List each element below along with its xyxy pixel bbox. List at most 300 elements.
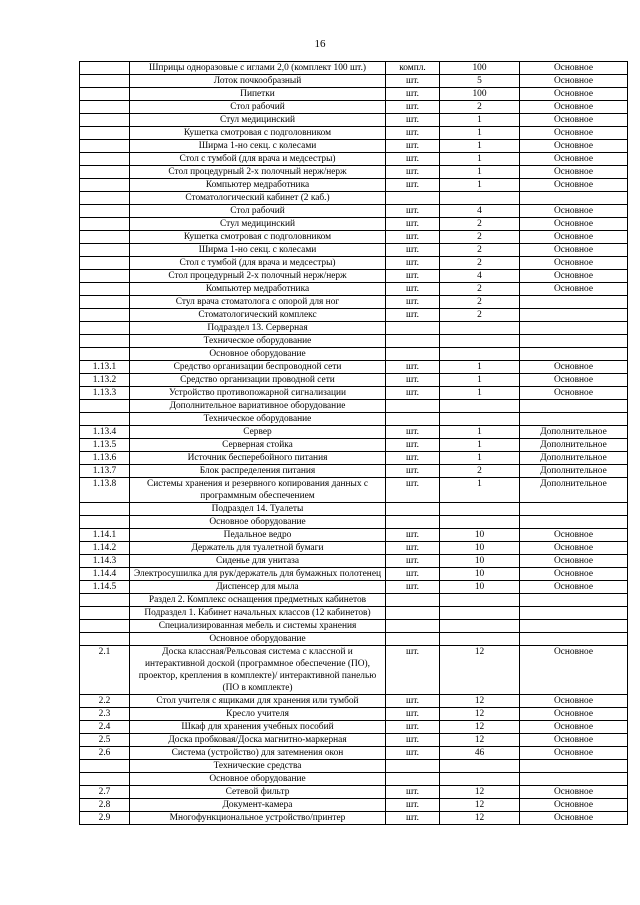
- item-name-cell: Педальное ведро: [130, 529, 386, 542]
- table-row: [80, 708, 628, 721]
- quantity-cell: 10: [440, 542, 520, 555]
- unit-cell: шт.: [386, 478, 440, 503]
- item-name-cell: Многофункциональное устройство/принтер: [130, 812, 386, 825]
- item-name-cell: Техническое оборудование: [130, 413, 386, 426]
- item-name-cell: Специализированная мебель и системы хранения: [130, 620, 386, 633]
- item-name-cell: Кушетка смотровая с подголовником: [130, 231, 386, 244]
- equipment-type-cell: Основное: [520, 542, 628, 555]
- table-row: [80, 88, 628, 101]
- unit-cell: шт.: [386, 361, 440, 374]
- row-number-cell: 1.13.7: [80, 465, 130, 478]
- row-number-cell: [80, 309, 130, 322]
- row-number-cell: 1.13.2: [80, 374, 130, 387]
- quantity-cell: 12: [440, 708, 520, 721]
- row-number-cell: [80, 257, 130, 270]
- table-row: [80, 542, 628, 555]
- unit-cell: [386, 335, 440, 348]
- unit-cell: шт.: [386, 231, 440, 244]
- row-number-cell: 1.13.3: [80, 387, 130, 400]
- unit-cell: шт.: [386, 140, 440, 153]
- unit-cell: [386, 503, 440, 516]
- item-name-cell: Стол учителя с ящиками для хранения или тумбой: [130, 695, 386, 708]
- quantity-cell: 10: [440, 581, 520, 594]
- row-number-cell: 2.8: [80, 799, 130, 812]
- item-name-cell: Источник бесперебойного питания: [130, 452, 386, 465]
- row-number-cell: [80, 400, 130, 413]
- row-number-cell: [80, 633, 130, 646]
- equipment-type-cell: Основное: [520, 75, 628, 88]
- row-number-cell: [80, 192, 130, 205]
- table-row: [80, 799, 628, 812]
- item-name-cell: Блок распределения питания: [130, 465, 386, 478]
- row-number-cell: [80, 218, 130, 231]
- unit-cell: [386, 192, 440, 205]
- quantity-cell: 5: [440, 75, 520, 88]
- equipment-type-cell: [520, 594, 628, 607]
- equipment-type-cell: Основное: [520, 270, 628, 283]
- table-row: [80, 760, 628, 773]
- quantity-cell: [440, 503, 520, 516]
- equipment-type-cell: [520, 620, 628, 633]
- item-name-cell: Кресло учителя: [130, 708, 386, 721]
- quantity-cell: 10: [440, 555, 520, 568]
- quantity-cell: 12: [440, 646, 520, 695]
- table-row: [80, 594, 628, 607]
- table-row: [80, 244, 628, 257]
- unit-cell: шт.: [386, 179, 440, 192]
- row-number-cell: [80, 88, 130, 101]
- row-number-cell: [80, 244, 130, 257]
- quantity-cell: [440, 335, 520, 348]
- item-name-cell: Системы хранения и резервного копирования данных с программным обеспечением: [130, 478, 386, 503]
- item-name-cell: Сервер: [130, 426, 386, 439]
- row-number-cell: 2.4: [80, 721, 130, 734]
- row-number-cell: [80, 413, 130, 426]
- page-number: 16: [314, 38, 326, 50]
- quantity-cell: [440, 594, 520, 607]
- equipment-type-cell: Основное: [520, 231, 628, 244]
- quantity-cell: 1: [440, 179, 520, 192]
- item-name-cell: Ширма 1-но секц. с колесами: [130, 140, 386, 153]
- table-row: [80, 413, 628, 426]
- table-row: [80, 633, 628, 646]
- equipment-type-cell: Основное: [520, 799, 628, 812]
- table-row: [80, 695, 628, 708]
- quantity-cell: 100: [440, 62, 520, 75]
- equipment-type-cell: Основное: [520, 101, 628, 114]
- table-row: [80, 439, 628, 452]
- table-row: [80, 529, 628, 542]
- table-row: [80, 62, 628, 75]
- item-name-cell: Стоматологический комплекс: [130, 309, 386, 322]
- quantity-cell: 12: [440, 695, 520, 708]
- equipment-type-cell: Основное: [520, 140, 628, 153]
- item-name-cell: Стол с тумбой (для врача и медсестры): [130, 257, 386, 270]
- item-name-cell: Электросушилка для рук/держатель для бумажных полотенец: [130, 568, 386, 581]
- unit-cell: шт.: [386, 127, 440, 140]
- quantity-cell: 2: [440, 244, 520, 257]
- table-row: [80, 607, 628, 620]
- item-name-cell: Серверная стойка: [130, 439, 386, 452]
- equipment-type-cell: Основное: [520, 695, 628, 708]
- equipment-type-cell: Основное: [520, 283, 628, 296]
- quantity-cell: [440, 620, 520, 633]
- equipment-type-cell: [520, 760, 628, 773]
- item-name-cell: Устройство противопожарной сигнализации: [130, 387, 386, 400]
- quantity-cell: 12: [440, 721, 520, 734]
- equipment-type-cell: [520, 413, 628, 426]
- equipment-type-cell: [520, 192, 628, 205]
- quantity-cell: 10: [440, 568, 520, 581]
- item-name-cell: Ширма 1-но секц. с колесами: [130, 244, 386, 257]
- table-row: [80, 179, 628, 192]
- table-row: [80, 426, 628, 439]
- quantity-cell: 1: [440, 374, 520, 387]
- table-row: [80, 257, 628, 270]
- equipment-type-cell: Основное: [520, 179, 628, 192]
- unit-cell: шт.: [386, 695, 440, 708]
- equipment-type-cell: Основное: [520, 62, 628, 75]
- unit-cell: шт.: [386, 270, 440, 283]
- equipment-type-cell: Основное: [520, 374, 628, 387]
- table-row: [80, 478, 628, 503]
- unit-cell: шт.: [386, 452, 440, 465]
- unit-cell: шт.: [386, 465, 440, 478]
- equipment-type-cell: Дополнительное: [520, 426, 628, 439]
- quantity-cell: [440, 348, 520, 361]
- unit-cell: шт.: [386, 374, 440, 387]
- table-row: [80, 465, 628, 478]
- equipment-type-cell: Основное: [520, 153, 628, 166]
- item-name-cell: Подраздел 14. Туалеты: [130, 503, 386, 516]
- row-number-cell: 1.13.4: [80, 426, 130, 439]
- unit-cell: шт.: [386, 426, 440, 439]
- row-number-cell: [80, 101, 130, 114]
- quantity-cell: 1: [440, 439, 520, 452]
- table-row: [80, 166, 628, 179]
- row-number-cell: 1.13.1: [80, 361, 130, 374]
- row-number-cell: [80, 62, 130, 75]
- row-number-cell: [80, 140, 130, 153]
- row-number-cell: [80, 760, 130, 773]
- equipment-type-cell: [520, 633, 628, 646]
- quantity-cell: [440, 516, 520, 529]
- unit-cell: шт.: [386, 75, 440, 88]
- table-row: [80, 568, 628, 581]
- item-name-cell: Компьютер медработника: [130, 283, 386, 296]
- equipment-type-cell: [520, 503, 628, 516]
- item-name-cell: Держатель для туалетной бумаги: [130, 542, 386, 555]
- table-row: [80, 555, 628, 568]
- equipment-type-cell: Основное: [520, 205, 628, 218]
- table-row: [80, 581, 628, 594]
- row-number-cell: 1.13.8: [80, 478, 130, 503]
- unit-cell: шт.: [386, 257, 440, 270]
- quantity-cell: 1: [440, 426, 520, 439]
- unit-cell: шт.: [386, 747, 440, 760]
- quantity-cell: [440, 607, 520, 620]
- quantity-cell: 2: [440, 231, 520, 244]
- table-row: [80, 322, 628, 335]
- unit-cell: шт.: [386, 568, 440, 581]
- item-name-cell: Доска пробковая/Доска магнитно-маркерная: [130, 734, 386, 747]
- table-row: [80, 218, 628, 231]
- item-name-cell: Стол рабочий: [130, 205, 386, 218]
- table-row: [80, 75, 628, 88]
- quantity-cell: 1: [440, 153, 520, 166]
- table-row: [80, 231, 628, 244]
- unit-cell: компл.: [386, 62, 440, 75]
- equipment-type-cell: Основное: [520, 244, 628, 257]
- table-row: [80, 127, 628, 140]
- quantity-cell: 12: [440, 786, 520, 799]
- row-number-cell: 1.13.5: [80, 439, 130, 452]
- item-name-cell: Доска классная/Рельсовая система с классной и интерактивной доской (программное обеспечение (ПО), проектор, крепления в комплекте)/ интерактивной панелью (ПО в комплекте): [130, 646, 386, 695]
- unit-cell: [386, 348, 440, 361]
- quantity-cell: 1: [440, 127, 520, 140]
- unit-cell: шт.: [386, 812, 440, 825]
- row-number-cell: 2.2: [80, 695, 130, 708]
- table-row: [80, 114, 628, 127]
- quantity-cell: 4: [440, 270, 520, 283]
- equipment-type-cell: [520, 400, 628, 413]
- unit-cell: шт.: [386, 721, 440, 734]
- unit-cell: [386, 322, 440, 335]
- unit-cell: шт.: [386, 309, 440, 322]
- row-number-cell: [80, 503, 130, 516]
- row-number-cell: [80, 270, 130, 283]
- item-name-cell: Документ-камера: [130, 799, 386, 812]
- unit-cell: [386, 413, 440, 426]
- row-number-cell: 1.14.1: [80, 529, 130, 542]
- unit-cell: шт.: [386, 387, 440, 400]
- quantity-cell: 2: [440, 101, 520, 114]
- table-row: [80, 296, 628, 309]
- quantity-cell: 2: [440, 309, 520, 322]
- quantity-cell: 1: [440, 361, 520, 374]
- quantity-cell: 1: [440, 166, 520, 179]
- item-name-cell: Шприцы одноразовые с иглами 2,0 (комплект 100 шт.): [130, 62, 386, 75]
- row-number-cell: [80, 620, 130, 633]
- table-row: [80, 335, 628, 348]
- unit-cell: шт.: [386, 708, 440, 721]
- quantity-cell: 100: [440, 88, 520, 101]
- unit-cell: [386, 516, 440, 529]
- equipment-type-cell: [520, 309, 628, 322]
- quantity-cell: 1: [440, 114, 520, 127]
- unit-cell: шт.: [386, 283, 440, 296]
- equipment-type-cell: [520, 335, 628, 348]
- row-number-cell: 2.1: [80, 646, 130, 695]
- table-row: [80, 734, 628, 747]
- table-row: [80, 620, 628, 633]
- unit-cell: шт.: [386, 439, 440, 452]
- unit-cell: шт.: [386, 734, 440, 747]
- equipment-type-cell: [520, 296, 628, 309]
- equipment-type-cell: [520, 348, 628, 361]
- item-name-cell: Основное оборудование: [130, 516, 386, 529]
- row-number-cell: [80, 205, 130, 218]
- row-number-cell: [80, 296, 130, 309]
- equipment-type-cell: Основное: [520, 127, 628, 140]
- quantity-cell: [440, 192, 520, 205]
- equipment-type-cell: Основное: [520, 581, 628, 594]
- item-name-cell: Диспенсер для мыла: [130, 581, 386, 594]
- equipment-type-cell: Основное: [520, 166, 628, 179]
- row-number-cell: [80, 153, 130, 166]
- item-name-cell: Подраздел 1. Кабинет начальных классов (12 кабинетов): [130, 607, 386, 620]
- equipment-type-cell: [520, 516, 628, 529]
- row-number-cell: 2.9: [80, 812, 130, 825]
- quantity-cell: 10: [440, 529, 520, 542]
- table-row: [80, 747, 628, 760]
- unit-cell: шт.: [386, 529, 440, 542]
- table-row: [80, 361, 628, 374]
- item-name-cell: Стул медицинский: [130, 218, 386, 231]
- equipment-type-cell: Основное: [520, 786, 628, 799]
- quantity-cell: 1: [440, 140, 520, 153]
- unit-cell: шт.: [386, 296, 440, 309]
- equipment-type-cell: Основное: [520, 555, 628, 568]
- unit-cell: шт.: [386, 646, 440, 695]
- unit-cell: [386, 400, 440, 413]
- item-name-cell: Стол с тумбой (для врача и медсестры): [130, 153, 386, 166]
- table-row: [80, 452, 628, 465]
- item-name-cell: Основное оборудование: [130, 348, 386, 361]
- quantity-cell: 4: [440, 205, 520, 218]
- table-row: [80, 348, 628, 361]
- quantity-cell: 2: [440, 296, 520, 309]
- row-number-cell: 1.14.5: [80, 581, 130, 594]
- unit-cell: шт.: [386, 542, 440, 555]
- unit-cell: шт.: [386, 799, 440, 812]
- item-name-cell: Средство организации беспроводной сети: [130, 361, 386, 374]
- item-name-cell: Подраздел 13. Серверная: [130, 322, 386, 335]
- row-number-cell: 2.6: [80, 747, 130, 760]
- row-number-cell: [80, 322, 130, 335]
- table-row: [80, 400, 628, 413]
- equipment-type-cell: Дополнительное: [520, 465, 628, 478]
- item-name-cell: Техническое оборудование: [130, 335, 386, 348]
- table-row: [80, 812, 628, 825]
- equipment-type-cell: Основное: [520, 257, 628, 270]
- quantity-cell: [440, 760, 520, 773]
- equipment-type-cell: [520, 322, 628, 335]
- item-name-cell: Сетевой фильтр: [130, 786, 386, 799]
- unit-cell: шт.: [386, 581, 440, 594]
- row-number-cell: [80, 516, 130, 529]
- table-row: [80, 646, 628, 695]
- row-number-cell: 1.14.4: [80, 568, 130, 581]
- item-name-cell: Технические средства: [130, 760, 386, 773]
- row-number-cell: 1.14.2: [80, 542, 130, 555]
- row-number-cell: [80, 127, 130, 140]
- row-number-cell: [80, 607, 130, 620]
- row-number-cell: [80, 773, 130, 786]
- row-number-cell: [80, 283, 130, 296]
- table-row: [80, 192, 628, 205]
- quantity-cell: [440, 773, 520, 786]
- quantity-cell: 12: [440, 799, 520, 812]
- row-number-cell: [80, 179, 130, 192]
- equipment-type-cell: Основное: [520, 646, 628, 695]
- equipment-type-cell: Основное: [520, 218, 628, 231]
- row-number-cell: [80, 166, 130, 179]
- table-row: [80, 309, 628, 322]
- row-number-cell: 1.13.6: [80, 452, 130, 465]
- table-row: [80, 101, 628, 114]
- table-row: [80, 205, 628, 218]
- item-name-cell: Основное оборудование: [130, 773, 386, 786]
- quantity-cell: [440, 400, 520, 413]
- equipment-type-cell: Основное: [520, 529, 628, 542]
- equipment-type-cell: Основное: [520, 747, 628, 760]
- item-name-cell: Стол процедурный 2-х полочный нерж/нерж: [130, 270, 386, 283]
- table-row: [80, 270, 628, 283]
- quantity-cell: 1: [440, 387, 520, 400]
- item-name-cell: Стул врача стоматолога с опорой для ног: [130, 296, 386, 309]
- unit-cell: [386, 773, 440, 786]
- row-number-cell: [80, 231, 130, 244]
- unit-cell: шт.: [386, 101, 440, 114]
- table-row: [80, 721, 628, 734]
- equipment-type-cell: Основное: [520, 114, 628, 127]
- table-row: [80, 387, 628, 400]
- row-number-cell: [80, 594, 130, 607]
- equipment-table: [79, 61, 628, 825]
- quantity-cell: 2: [440, 257, 520, 270]
- table-row: [80, 516, 628, 529]
- item-name-cell: Шкаф для хранения учебных пособий: [130, 721, 386, 734]
- equipment-type-cell: Основное: [520, 88, 628, 101]
- row-number-cell: [80, 114, 130, 127]
- table-row: [80, 786, 628, 799]
- item-name-cell: Компьютер медработника: [130, 179, 386, 192]
- quantity-cell: 1: [440, 478, 520, 503]
- quantity-cell: [440, 633, 520, 646]
- item-name-cell: Дополнительное вариативное оборудование: [130, 400, 386, 413]
- equipment-type-cell: Основное: [520, 734, 628, 747]
- equipment-type-cell: [520, 773, 628, 786]
- item-name-cell: Раздел 2. Комплекс оснащения предметных кабинетов: [130, 594, 386, 607]
- item-name-cell: Лоток почкообразный: [130, 75, 386, 88]
- unit-cell: [386, 633, 440, 646]
- row-number-cell: [80, 348, 130, 361]
- quantity-cell: [440, 322, 520, 335]
- quantity-cell: 2: [440, 218, 520, 231]
- equipment-table-body: [80, 62, 628, 825]
- item-name-cell: Система (устройство) для затемнения окон: [130, 747, 386, 760]
- unit-cell: шт.: [386, 166, 440, 179]
- table-row: [80, 140, 628, 153]
- item-name-cell: Стоматологический кабинет (2 каб.): [130, 192, 386, 205]
- unit-cell: шт.: [386, 786, 440, 799]
- unit-cell: шт.: [386, 205, 440, 218]
- quantity-cell: 46: [440, 747, 520, 760]
- item-name-cell: Основное оборудование: [130, 633, 386, 646]
- quantity-cell: 12: [440, 734, 520, 747]
- item-name-cell: Сиденье для унитаза: [130, 555, 386, 568]
- equipment-type-cell: Основное: [520, 361, 628, 374]
- row-number-cell: 1.14.3: [80, 555, 130, 568]
- equipment-type-cell: Дополнительное: [520, 439, 628, 452]
- table-row: [80, 374, 628, 387]
- equipment-type-cell: Основное: [520, 708, 628, 721]
- quantity-cell: [440, 413, 520, 426]
- unit-cell: [386, 620, 440, 633]
- equipment-type-cell: Основное: [520, 812, 628, 825]
- quantity-cell: 12: [440, 812, 520, 825]
